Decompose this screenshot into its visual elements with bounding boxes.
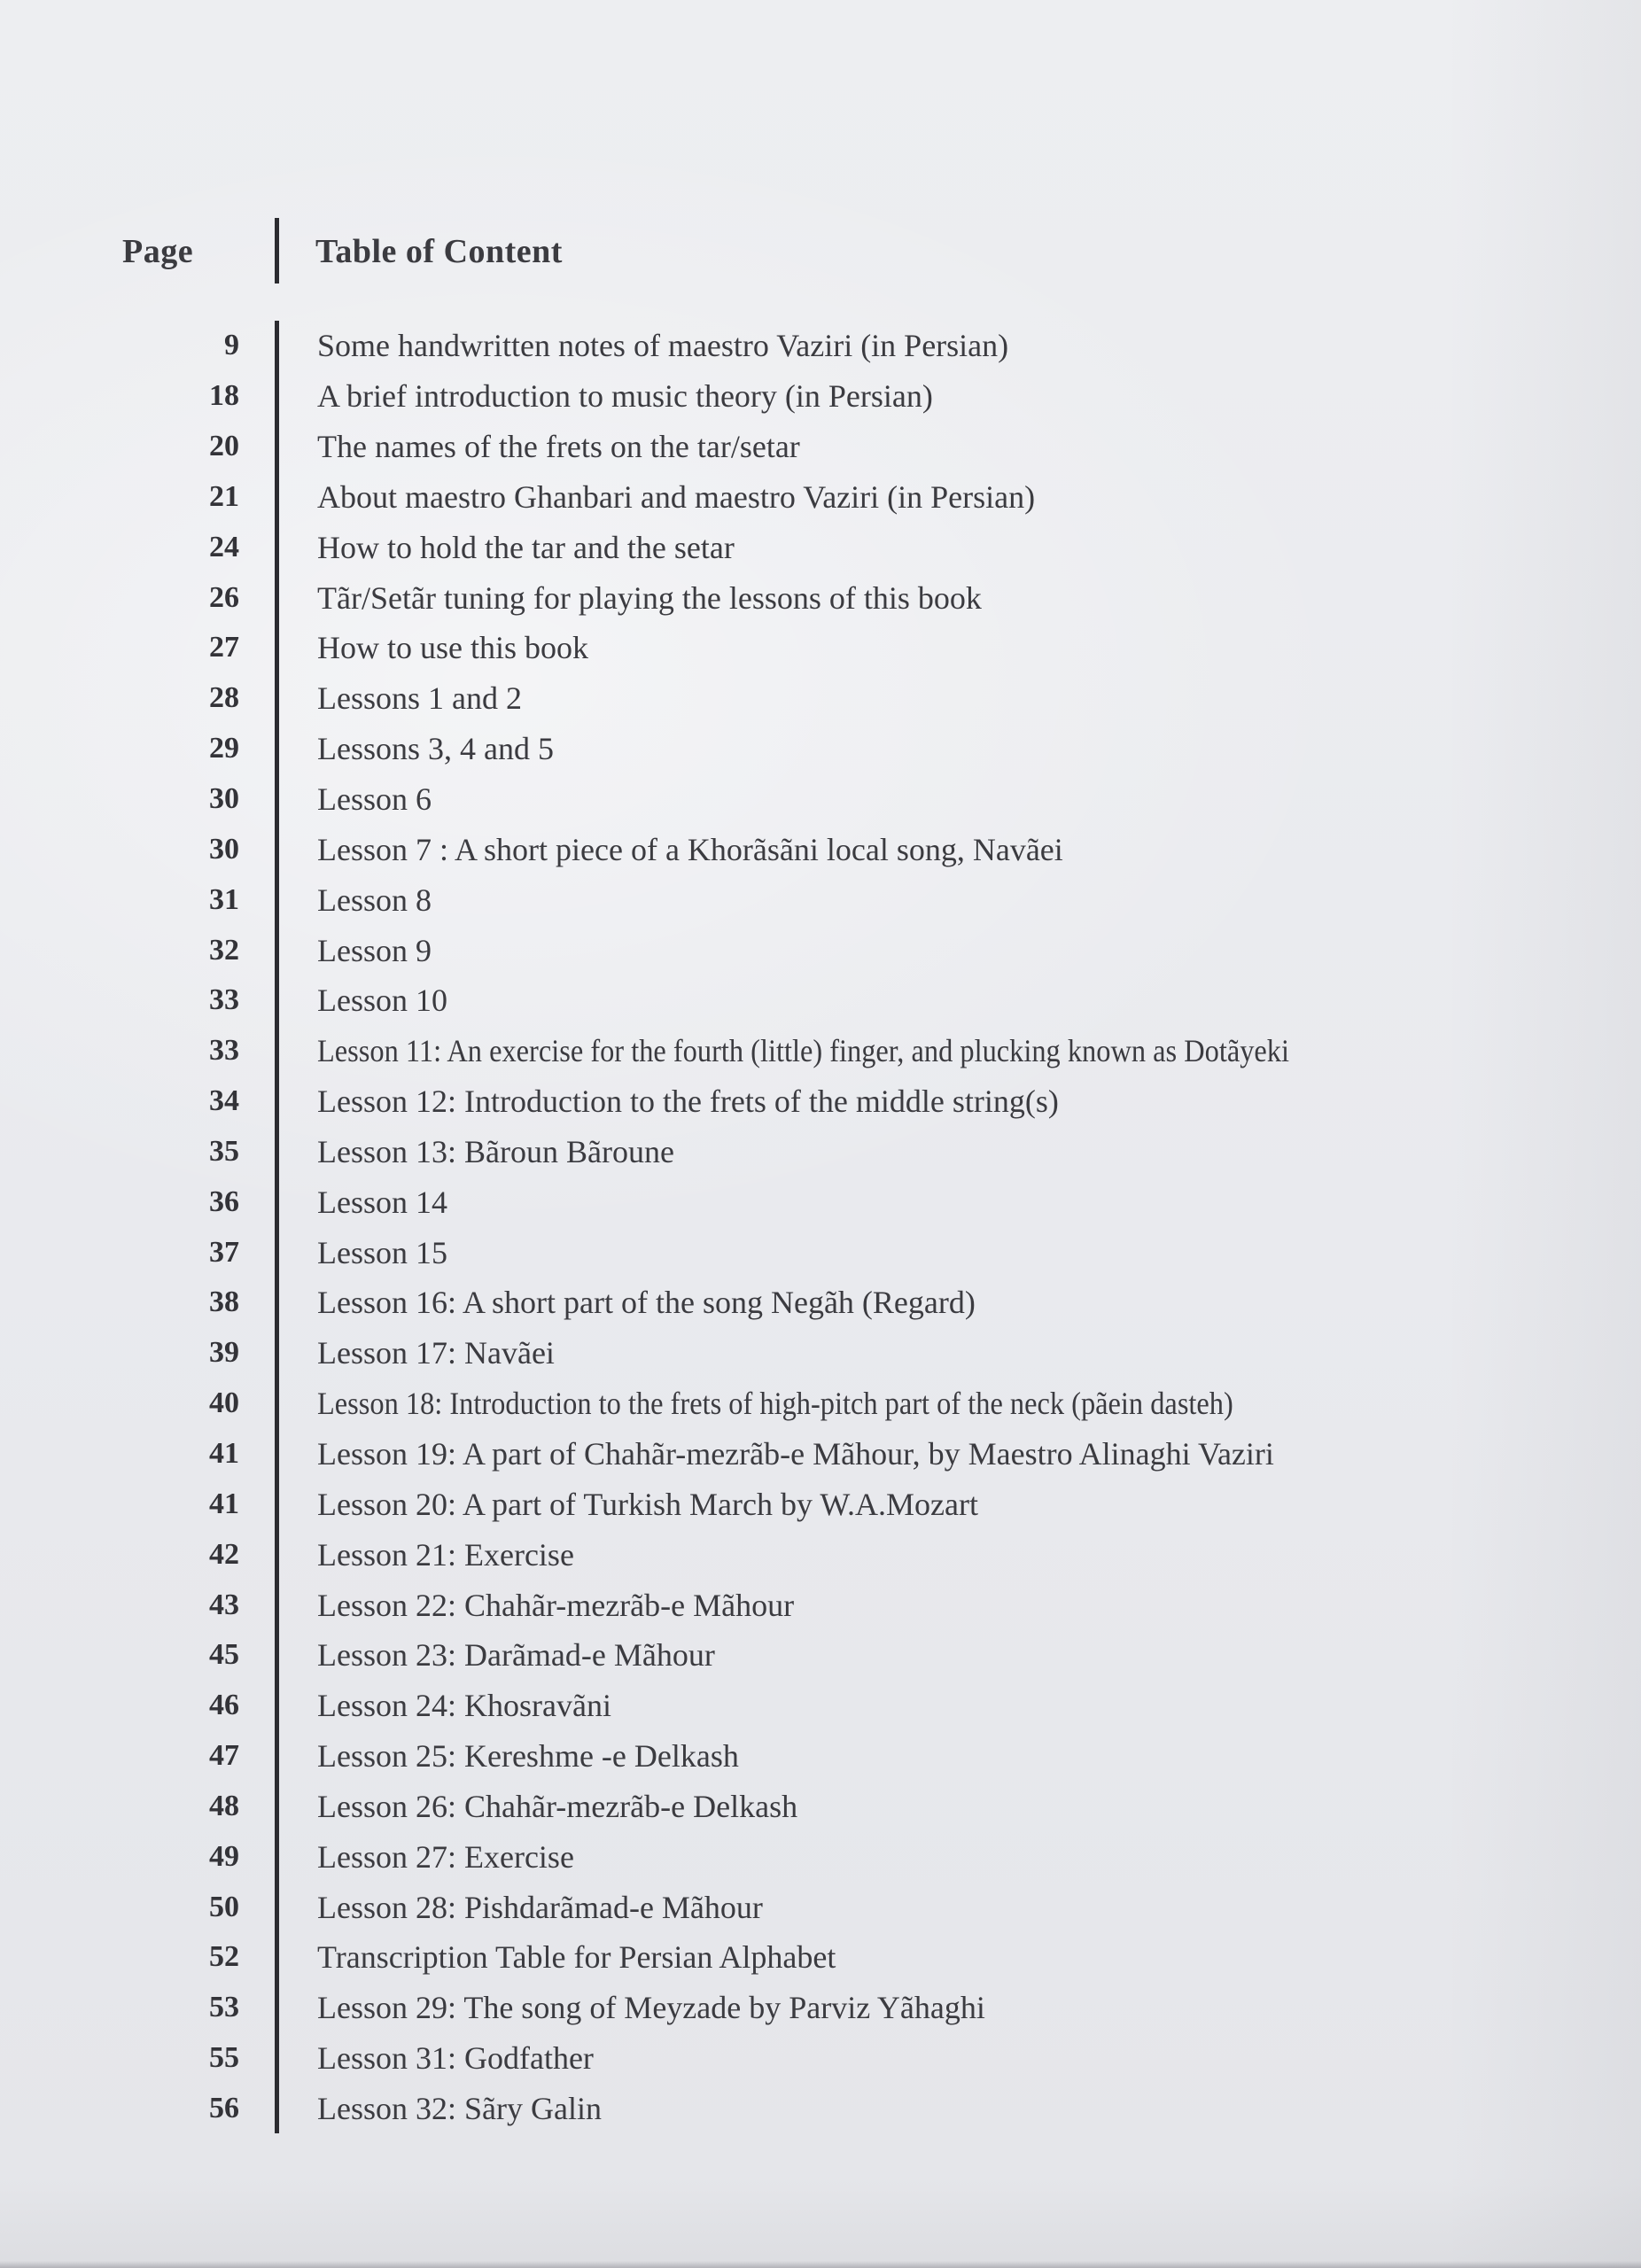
page-column-header: Page <box>122 233 194 270</box>
entry-title: Transcription Table for Persian Alphabet <box>317 1939 836 1976</box>
entry-title: Lesson 24: Khosravãni <box>317 1688 611 1724</box>
toc-row <box>0 522 1641 572</box>
entry-page-number: 30 <box>209 832 239 866</box>
entry-page-number: 35 <box>209 1134 239 1168</box>
toc-row <box>0 1529 1641 1580</box>
toc-row <box>0 1580 1641 1630</box>
entry-title: Lesson 27: Exercise <box>317 1838 574 1875</box>
entry-page-number: 41 <box>209 1436 239 1470</box>
toc-row <box>0 975 1641 1026</box>
entry-title: Lesson 15 <box>317 1234 447 1270</box>
entry-title: Lesson 31: Godfather <box>317 2040 594 2077</box>
toc-row <box>0 1328 1641 1379</box>
entry-page-number: 18 <box>209 379 239 413</box>
entry-page-number: 26 <box>209 580 239 614</box>
entry-title: Some handwritten notes of maestro Vaziri (in Persian) <box>317 328 1009 364</box>
entry-page-number: 36 <box>209 1184 239 1218</box>
entry-title: Lesson 19: A part of Chahãr-mezrãb-e Mãhour, by Maestro Alinaghi Vaziri <box>317 1435 1274 1472</box>
toc-row <box>0 1227 1641 1278</box>
entry-title: About maestro Ghanbari and maestro Vaziri (in Persian) <box>317 478 1036 515</box>
entry-title: Lesson 9 <box>317 932 432 968</box>
entry-page-number: 30 <box>209 782 239 816</box>
entry-page-number: 53 <box>209 1991 239 2024</box>
entry-page-number: 28 <box>209 681 239 715</box>
entry-title: The names of the frets on the tar/setar <box>317 429 800 465</box>
entry-title: Lesson 16: A short part of the song Negãh (Regard) <box>317 1285 976 1321</box>
entry-title: Lesson 12: Introduction to the frets of the middle string(s) <box>317 1084 1059 1120</box>
toc-row <box>0 623 1641 673</box>
entry-title: Lesson 7 : A short piece of a Khorãsãni local song, Navãei <box>317 831 1063 867</box>
entry-title: Lesson 14 <box>317 1184 447 1220</box>
entry-title: How to hold the tar and the setar <box>317 529 735 565</box>
entry-page-number: 21 <box>209 479 239 513</box>
entry-page-number: 55 <box>209 2041 239 2075</box>
entry-title: Lesson 8 <box>317 882 432 918</box>
toc-row <box>0 1681 1641 1731</box>
entry-page-number: 39 <box>209 1336 239 1370</box>
entry-page-number: 33 <box>209 983 239 1017</box>
entry-page-number: 37 <box>209 1235 239 1269</box>
toc-row <box>0 925 1641 975</box>
toc-row <box>0 1781 1641 1831</box>
entry-title: Lesson 6 <box>317 781 432 818</box>
toc-row <box>0 1026 1641 1076</box>
entry-page-number: 48 <box>209 1789 239 1822</box>
entry-title: Tãr/Setãr tuning for playing the lessons of this book <box>317 579 982 616</box>
toc-row <box>0 1429 1641 1480</box>
entry-title: Lessons 3, 4 and 5 <box>317 731 554 767</box>
entry-page-number: 9 <box>224 329 239 362</box>
toc-row <box>0 321 1641 371</box>
entry-title: A brief introduction to music theory (in Persian) <box>317 378 933 415</box>
entry-title: Lesson 20: A part of Turkish March by W.A.Mozart <box>317 1486 978 1522</box>
toc-row <box>0 1932 1641 1983</box>
toc-row <box>0 1831 1641 1882</box>
entry-page-number: 27 <box>209 631 239 664</box>
toc-row <box>0 1379 1641 1429</box>
entry-title: Lesson 17: Navãei <box>317 1335 555 1371</box>
toc-row <box>0 1630 1641 1681</box>
entry-page-number: 41 <box>209 1487 239 1520</box>
entry-title: Lesson 23: Darãmad-e Mãhour <box>317 1637 715 1674</box>
toc-row <box>0 2084 1641 2134</box>
toc-row <box>0 472 1641 523</box>
entry-title: Lesson 18: Introduction to the frets of high-pitch part of the neck (pãein dasteh) <box>317 1386 1233 1422</box>
entry-title: Lesson 10 <box>317 983 447 1019</box>
toc-row <box>0 1127 1641 1177</box>
entry-title: Lesson 26: Chahãr-mezrãb-e Delkash <box>317 1788 798 1824</box>
entry-page-number: 56 <box>209 2091 239 2124</box>
toc-row <box>0 1731 1641 1782</box>
toc-row <box>0 1983 1641 2033</box>
entry-page-number: 52 <box>209 1940 239 1974</box>
entry-page-number: 46 <box>209 1689 239 1722</box>
entry-title: Lessons 1 and 2 <box>317 680 522 717</box>
entry-page-number: 50 <box>209 1890 239 1923</box>
toc-entries <box>0 321 1641 2133</box>
toc-row <box>0 1076 1641 1127</box>
toc-row <box>0 1479 1641 1529</box>
entry-page-number: 31 <box>209 882 239 916</box>
entry-page-number: 24 <box>209 530 239 563</box>
toc-row <box>0 371 1641 422</box>
toc-row <box>0 1278 1641 1328</box>
entry-page-number: 45 <box>209 1638 239 1672</box>
entry-page-number: 20 <box>209 430 239 463</box>
entry-page-number: 33 <box>209 1034 239 1068</box>
entry-page-number: 38 <box>209 1285 239 1319</box>
entry-page-number: 47 <box>209 1739 239 1773</box>
toc-row <box>0 572 1641 623</box>
entry-title: Lesson 25: Kereshme -e Delkash <box>317 1738 739 1775</box>
entry-title: Lesson 13: Bãroun Bãroune <box>317 1133 674 1169</box>
entry-page-number: 49 <box>209 1839 239 1873</box>
toc-header <box>0 216 1641 287</box>
entry-page-number: 29 <box>209 732 239 765</box>
entry-title: Lesson 29: The song of Meyzade by Parviz Yãhaghi <box>317 1990 985 2026</box>
toc-row <box>0 724 1641 774</box>
entry-page-number: 40 <box>209 1386 239 1420</box>
toc-row <box>0 673 1641 724</box>
entry-title: Lesson 28: Pishdarãmad-e Mãhour <box>317 1889 763 1925</box>
toc-row <box>0 1177 1641 1227</box>
header-divider-rule <box>275 218 279 284</box>
toc-row <box>0 824 1641 874</box>
toc-row <box>0 422 1641 472</box>
entry-page-number: 43 <box>209 1588 239 1621</box>
entry-title: Lesson 32: Sãry Galin <box>317 2090 602 2126</box>
entry-title: Lesson 22: Chahãr-mezrãb-e Mãhour <box>317 1587 795 1623</box>
entry-title: How to use this book <box>317 630 588 666</box>
toc-row <box>0 1882 1641 1932</box>
page-title: Table of Content <box>315 233 563 270</box>
toc-row <box>0 774 1641 825</box>
entry-page-number: 34 <box>209 1084 239 1118</box>
entry-page-number: 42 <box>209 1537 239 1571</box>
toc-row <box>0 874 1641 925</box>
entry-title: Lesson 21: Exercise <box>317 1536 574 1573</box>
entry-title: Lesson 11: An exercise for the fourth (little) finger, and plucking known as Dotãyeki <box>317 1033 1290 1069</box>
toc-row <box>0 2033 1641 2084</box>
entry-page-number: 32 <box>209 933 239 967</box>
